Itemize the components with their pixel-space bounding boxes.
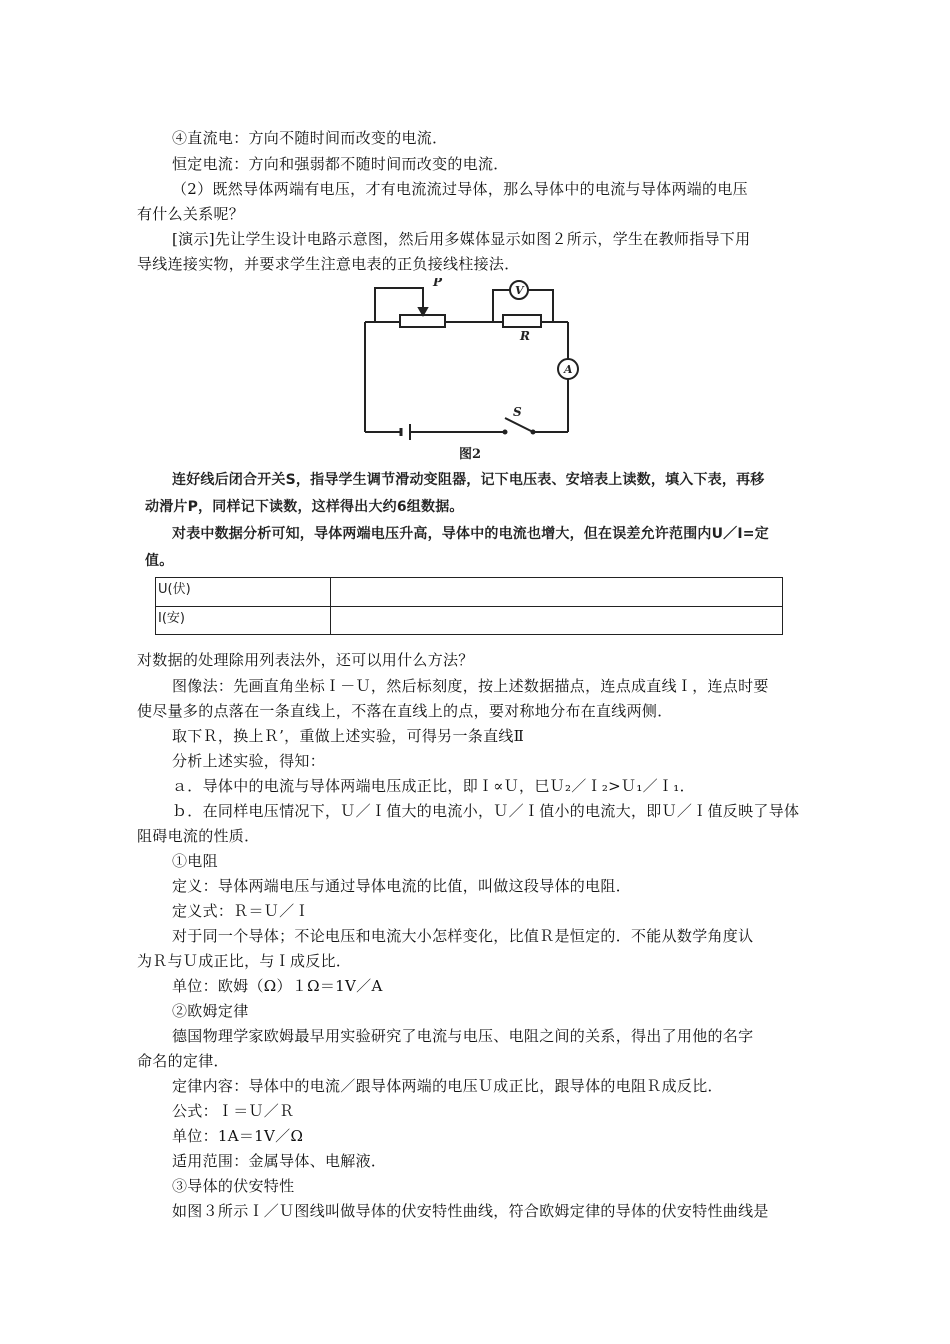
text-line: 有什么关系呢？ (137, 205, 245, 223)
table-row (156, 606, 783, 635)
table-row (156, 578, 783, 607)
text-line: 为Ｒ与Ｕ成正比，与Ｉ成反比． (137, 952, 352, 970)
data-table (155, 577, 783, 635)
image-text-line: 连好线后闭合开关S，指导学生调节滑动变阻器，记下电压表、安培表上读数，填入下表，再移 (172, 472, 765, 488)
label-r: R (520, 329, 530, 343)
text-line: 分析上述实验，得知： (172, 752, 326, 770)
label-a: A (564, 363, 573, 376)
table-header-u: U(伏) (156, 578, 331, 607)
image-text-line: 动滑片P，同样记下读数，这样得出大约6组数据。 (145, 499, 464, 515)
text-line: 定义式：Ｒ＝Ｕ／Ｉ (172, 902, 310, 920)
switch-lever (505, 418, 533, 432)
text-line: ③导体的伏安特性 (172, 1177, 295, 1195)
text-line: ①电阻 (172, 852, 218, 870)
text-line: 导线连接实物，并要求学生注意电表的正负接线柱接法． (137, 255, 520, 273)
text-line: 公式：Ｉ＝Ｕ／Ｒ (172, 1102, 295, 1120)
text-line: 对数据的处理除用列表法外，还可以用什么方法？ (137, 651, 474, 669)
text-line: 定义：导体两端电压与通过导体电流的比值，叫做这段导体的电阻． (172, 877, 632, 895)
text-line: 命名的定律． (137, 1052, 229, 1070)
text-line: ａ．导体中的电流与导体两端电压成正比，即Ｉ∝Ｕ，巳Ｕ₂／Ｉ₂>Ｕ₁／Ｉ₁． (172, 777, 695, 795)
rheostat-symbol (400, 315, 445, 327)
resistor-symbol (503, 315, 541, 327)
text-line: ②欧姆定律 (172, 1002, 249, 1020)
text-line: [演示]先让学生设计电路示意图，然后用多媒体显示如图２所示，学生在教师指导下用 (172, 230, 751, 248)
text-line: （2）既然导体两端有电压，才有电流流过导体，那么导体中的电流与导体两端的电压 (172, 180, 748, 198)
table-cell-empty (331, 578, 783, 607)
circuit-diagram-figure-2 (355, 278, 585, 463)
image-text-line: 对表中数据分析可知，导体两端电压升高，导体中的电流也增大，但在误差允许范围内U／I=定 (172, 526, 769, 542)
figure-caption: 图2 (459, 447, 482, 462)
voltmeter-wire (493, 290, 510, 322)
text-line: 定律内容：导体中的电流／跟导体两端的电压Ｕ成正比，跟导体的电阻Ｒ成反比． (172, 1077, 723, 1095)
table-cell-empty (331, 606, 783, 635)
label-p: P (433, 278, 443, 289)
label-v: V (515, 284, 524, 297)
text-line: 图像法：先画直角坐标Ｉ－Ｕ，然后标刻度，按上述数据描点，连点成直线Ｉ，连点时要 (172, 677, 769, 695)
switch-contact (531, 430, 536, 435)
text-line: ｂ．在同样电压情况下，Ｕ／Ｉ值大的电流小，Ｕ／Ｉ值小的电流大，即Ｕ／Ｉ值反映了导体 (172, 802, 800, 820)
text-line: ④直流电：方向不随时间而改变的电流． (172, 129, 448, 147)
label-s: S (513, 405, 522, 419)
text-line: 阻碍电流的性质． (137, 827, 260, 845)
text-line: 德国物理学家欧姆最早用实验研究了电流与电压、电阻之间的关系，得出了用他的名字 (172, 1027, 754, 1045)
text-line: 恒定电流：方向和强弱都不随时间而改变的电流． (172, 155, 509, 173)
text-line: 对于同一个导体；不论电压和电流大小怎样变化，比值Ｒ是恒定的．不能从数学角度认 (172, 927, 754, 945)
text-line: 适用范围：金属导体、电解液． (172, 1152, 387, 1170)
text-line: 单位：欧姆（Ω）１Ω＝1V／A (172, 977, 383, 995)
switch-contact (503, 430, 508, 435)
text-line: 取下Ｒ，换上Ｒ’，重做上述实验，可得另一条直线Ⅱ (172, 727, 525, 745)
text-line: 单位：1A＝1V／Ω (172, 1127, 304, 1145)
image-text-line: 值。 (145, 553, 174, 569)
circuit-diagram (355, 278, 585, 463)
text-line: 使尽量多的点落在一条直线上，不落在直线上的点，要对称地分布在直线两侧． (137, 702, 673, 720)
slider-arrow (419, 308, 427, 315)
table-header-i: I(安) (156, 606, 331, 635)
text-line: 如图３所示Ｉ／Ｕ图线叫做导体的伏安特性曲线，符合欧姆定律的导体的伏安特性曲线是 (172, 1202, 769, 1220)
